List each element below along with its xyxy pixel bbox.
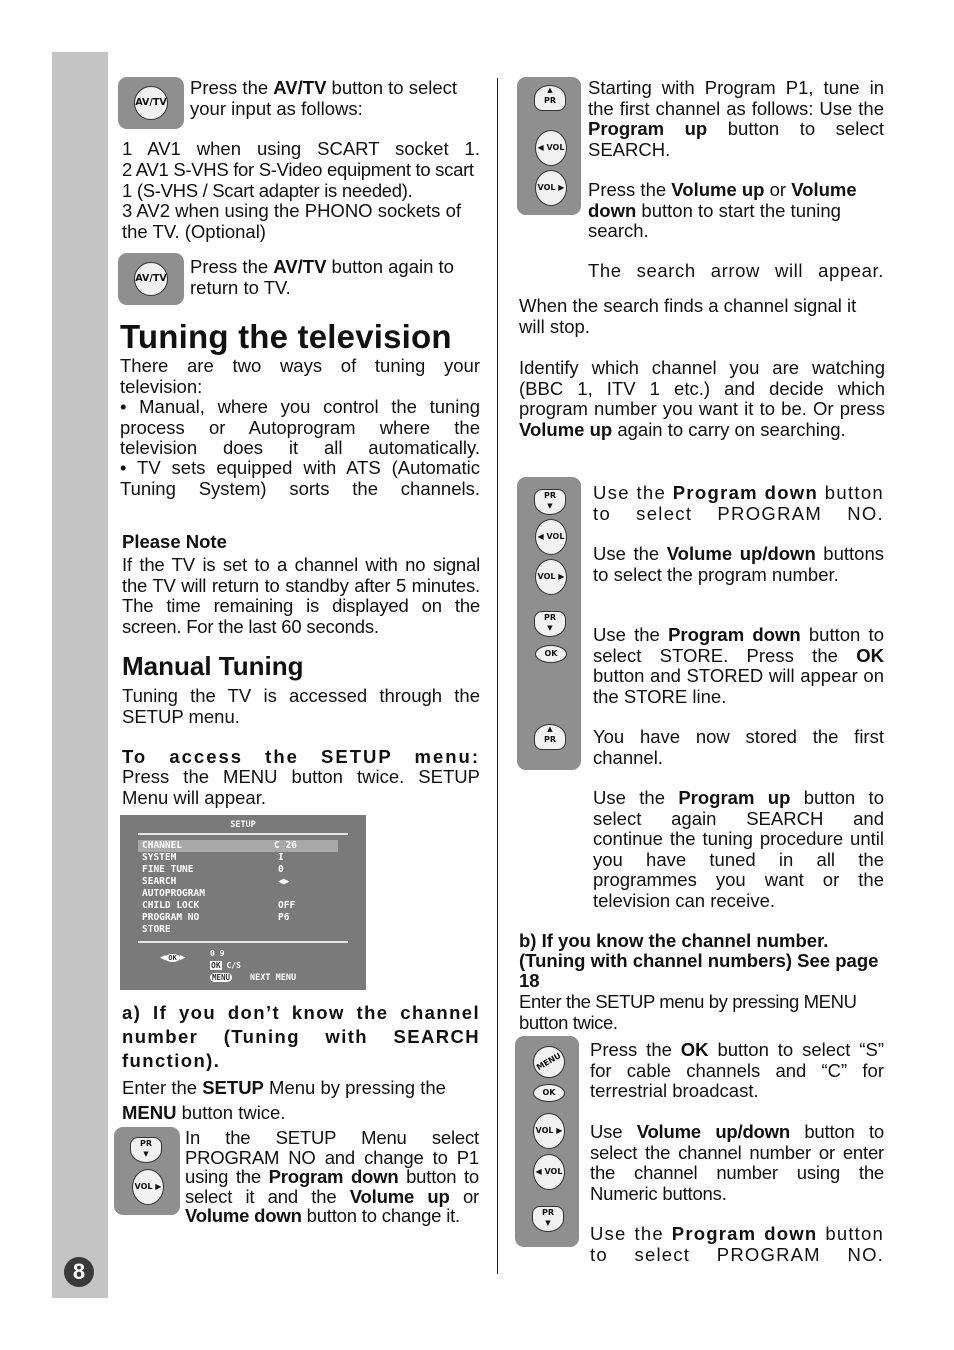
menu-button-icon: MENU	[527, 1040, 571, 1084]
input-option-3: 3 AV2 when using the PHONO sockets of the TV. (Optional)	[122, 200, 461, 242]
setup-row: AUTOPROGRAM	[142, 888, 205, 899]
volume-up-icon: VOL ▶	[132, 1169, 164, 1205]
volume-up-icon: VOL ▶	[535, 559, 567, 595]
ok-button-icon: OK	[533, 1084, 565, 1102]
divider-line	[138, 941, 348, 943]
enter-setup-text: Enter the SETUP Menu by pressing the MENU button twice.	[122, 1077, 446, 1123]
volume-down-icon: ◀ VOL	[535, 519, 567, 555]
select-program-no-right: Use the Program down button to select PROGRAM NO.	[593, 482, 884, 524]
ok-select-cable-text: Press the OK button to select “S” for cable channels and “C” for terrestrial broadcast.	[590, 1039, 884, 1101]
section-a-heading: a) If you don’t know the channel number (Tuning with SEARCH function).	[122, 1002, 480, 1071]
avtv-button-icon: AV/TV	[134, 262, 168, 296]
avtv-button-panel-2	[118, 253, 184, 305]
continue-tuning-text: Use the Program up button to select again SEARCH and continue the tuning procedure until you have tuned in all the programmes you want or the television can receive.	[593, 787, 884, 911]
enter-setup-b-text: Enter the SETUP menu by pressing MENU button twice.	[519, 991, 857, 1033]
bullet-ats: • TV sets equipped with ATS (Automatic Tuning System) sorts the channels.	[120, 457, 480, 499]
stored-first-channel-text: You have now stored the first channel.	[593, 726, 884, 768]
setup-row: SYSTEM I	[142, 852, 284, 863]
access-setup-heading: To access the SETUP menu:	[122, 746, 480, 767]
divider-line	[138, 833, 348, 835]
volume-program-number-text: Use the Volume up/down buttons to select the program number.	[593, 543, 884, 585]
store-button-panel	[517, 477, 581, 770]
setup-row: CHANNEL C 26	[138, 840, 338, 852]
setup-row: FINE TUNE 0	[142, 864, 284, 875]
input-option-1: 1 AV1 when using SCART socket 1.	[122, 138, 480, 159]
manual-tuning-text: Tuning the TV is accessed through the SETUP menu.	[122, 685, 480, 727]
section-heading-manual-tuning: Manual Tuning	[122, 651, 304, 681]
bullet-manual: • Manual, where you control the tuning process or Autoprogram where the television does it all automatically.	[120, 396, 480, 458]
ok-button-icon: OK	[535, 645, 567, 663]
note-heading: Please Note	[122, 531, 227, 552]
setup-row: STORE	[142, 924, 171, 935]
select-program-no-final: Use the Program down button to select PROGRAM NO.	[590, 1223, 884, 1265]
page-title: Tuning the television	[120, 318, 452, 355]
identify-channel-text: Identify which channel you are watching (BBC 1, ITV 1 etc.) and decide which program number you want it to be. Or press Volume up again to carry on searching.	[519, 357, 885, 440]
store-channel-text: Use the Program down button to select STORE. Press the OK button and STORED will appear on the STORE line.	[593, 624, 884, 707]
search-button-panel	[517, 77, 581, 215]
side-strip	[52, 52, 108, 1298]
access-setup-text: Press the MENU button twice. SETUP Menu will appear.	[122, 766, 480, 808]
search-arrow-text: The search arrow will appear.	[588, 260, 884, 281]
select-program-no-text: In the SETUP Menu select PROGRAM NO and change to P1 using the Program down button to select it and the Volume up or Volume down button to change it.	[185, 1127, 479, 1226]
volume-search-text: Press the Volume up or Volume down button to start the tuning search.	[588, 179, 857, 241]
volume-up-icon: VOL ▶	[535, 170, 567, 206]
start-search-text: Starting with Program P1, tune in the first channel as follows: Use the Program up button to select SEARCH.	[588, 77, 884, 160]
avtv-instruction: Press the AV/TV button to select your input as follows:	[190, 77, 458, 119]
nav-arrows-icon: ◀ OK ▶	[160, 953, 186, 963]
digits-key-hint: 0 9	[210, 949, 225, 958]
section-b-heading: b) If you know the channel number. (Tuning with channel numbers) See page 18	[519, 930, 879, 991]
program-up-icon: ▲ PR	[534, 85, 566, 111]
avtv-return-instruction: Press the AV/TV button again to return to TV.	[190, 256, 454, 298]
program-down-icon: PR ▼	[534, 489, 566, 515]
volume-up-icon: VOL ▶	[533, 1113, 565, 1149]
program-down-icon: PR ▼	[130, 1137, 162, 1163]
column-divider	[497, 78, 498, 1274]
volume-down-icon: ◀ VOL	[533, 1154, 565, 1190]
intro-text: There are two ways of tuning your television:	[120, 355, 480, 397]
setup-menu-screenshot	[120, 815, 366, 990]
ok-cs-hint: OK C/S	[211, 961, 241, 970]
avtv-button-icon: AV/TV	[134, 86, 168, 120]
avtv-button-panel	[118, 77, 184, 129]
setup-row: SEARCH ◀▶	[142, 876, 290, 887]
program-down-icon: PR ▼	[534, 611, 566, 637]
setup-row: PROGRAM NO P6	[142, 912, 290, 923]
channel-number-button-panel	[515, 1036, 579, 1247]
input-option-2: 2 AV1 S-VHS for S-Video equipment to scart 1 (S-VHS / Scart adapter is needed).	[122, 159, 474, 201]
menu-key-hint: MENU	[212, 973, 231, 982]
program-up-icon: ▲ PR	[534, 724, 566, 750]
next-menu-hint: NEXT MENU	[250, 973, 297, 983]
setup-screen-title: SETUP	[230, 820, 256, 830]
search-stop-text: When the search finds a channel signal it will stop.	[519, 295, 857, 337]
pr-vol-button-panel	[114, 1127, 180, 1215]
program-down-icon: PR ▼	[532, 1206, 564, 1232]
page-number: 8	[64, 1257, 94, 1287]
channel-number-entry-text: Use Volume up/down button to select the channel number or enter the channel number using the Numeric buttons.	[590, 1121, 884, 1204]
setup-row: CHILD LOCK OFF	[142, 900, 296, 911]
note-text: If the TV is set to a channel with no signal the TV will return to standby after 5 minutes. The time remaining is displayed on the screen. For the last 60 seconds.	[122, 554, 480, 637]
volume-down-icon: ◀ VOL	[535, 130, 567, 166]
